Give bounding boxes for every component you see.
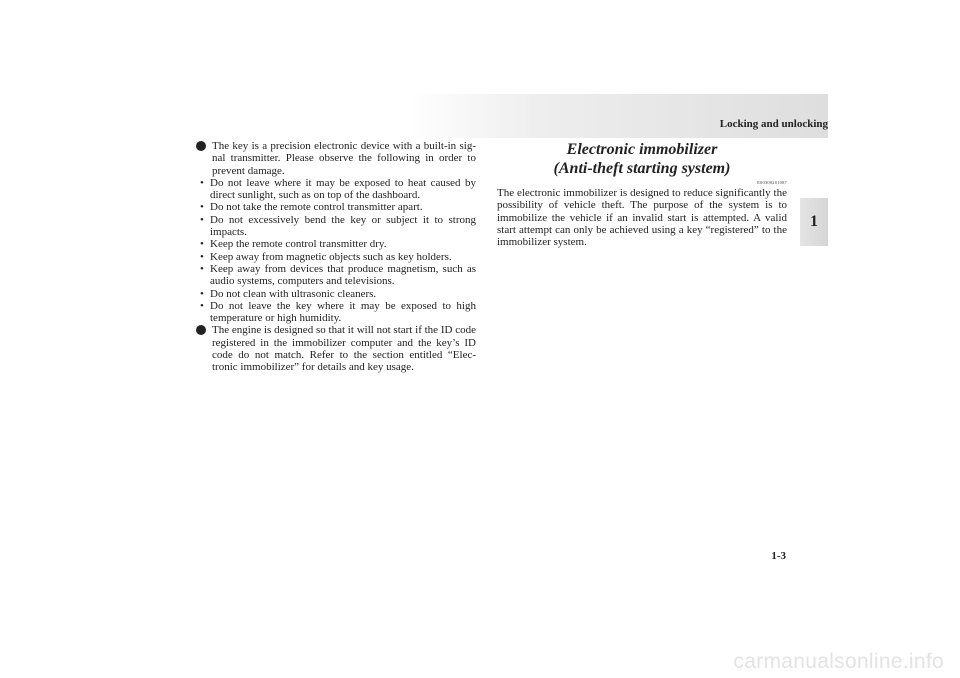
reference-code: E00300201087 (757, 180, 787, 185)
bullet-icon (196, 141, 206, 151)
bullet-icon (196, 325, 206, 335)
sub-item-text: Keep away from devices that produce magnetism, such as audio systems, computers and televisions. (210, 262, 476, 288)
section-title-line2: (Anti-theft starting system) (553, 160, 731, 177)
sub-bullet-icon: • (200, 201, 204, 214)
section-title-line1: Electronic immobilizer (566, 141, 718, 158)
sub-bullet-icon: • (200, 238, 204, 251)
chapter-tab-number: 1 (810, 213, 818, 230)
bullet-item-id-code (195, 324, 476, 373)
sub-item-text: Keep away from magnetic objects such as key holders. (210, 250, 452, 263)
section-title (497, 140, 787, 178)
sub-item (195, 300, 476, 325)
bullet-text: The engine is designed so that it will not start if the ID code registered in the immobilizer computer and the key’s ID code do not match. Refer to the section entitled “Elec-tronic immobilizer” for details and key usage. (212, 324, 476, 374)
sub-bullet-icon: • (200, 213, 204, 226)
sub-bullet-icon: • (200, 250, 204, 263)
sub-bullet-icon: • (200, 262, 204, 275)
left-column (195, 140, 476, 374)
sub-item-text: Do not leave the key where it may be exposed to high temperature or high humidity. (210, 299, 476, 325)
watermark: carmanualsonline.info (733, 650, 944, 673)
bullet-item-key-care (195, 140, 476, 177)
sub-bullet-icon: • (200, 299, 204, 312)
sub-bullet-icon: • (200, 176, 204, 189)
sub-item-text: Do not clean with ultrasonic cleaners. (210, 287, 377, 300)
running-header-title: Locking and unlocking (719, 118, 828, 130)
bullet-text: The key is a precision electronic device with a built-in sig-nal transmitter. Please observe the following in order to prevent damage. (212, 140, 476, 177)
sub-item (195, 238, 476, 250)
sub-item (195, 214, 476, 239)
sub-item-text: Do not take the remote control transmitter apart. (210, 201, 423, 214)
sub-bullet-icon: • (200, 287, 204, 300)
section-body-text: The electronic immobilizer is designed to reduce significantly the possibility of vehicle theft. The purpose of the system is to immobilize the vehicle if an invalid start is attempted. A valid start attempt can only be achieved using a key “registered” to the immobilizer system. (497, 187, 787, 249)
sub-item-text: Do not excessively bend the key or subject it to strong impacts. (210, 213, 476, 239)
sub-item-text: Keep the remote control transmitter dry. (210, 238, 387, 251)
sub-item (195, 251, 476, 263)
header-band (410, 94, 828, 138)
page-number: 1-3 (771, 550, 786, 562)
sub-item (195, 177, 476, 202)
sub-item (195, 201, 476, 213)
sub-item (195, 263, 476, 288)
chapter-tab (800, 198, 828, 246)
sub-item-text: Do not leave where it may be exposed to heat caused by direct sunlight, such as on top of the dashboard. (210, 176, 476, 202)
sub-item (195, 288, 476, 300)
right-column (497, 140, 787, 248)
